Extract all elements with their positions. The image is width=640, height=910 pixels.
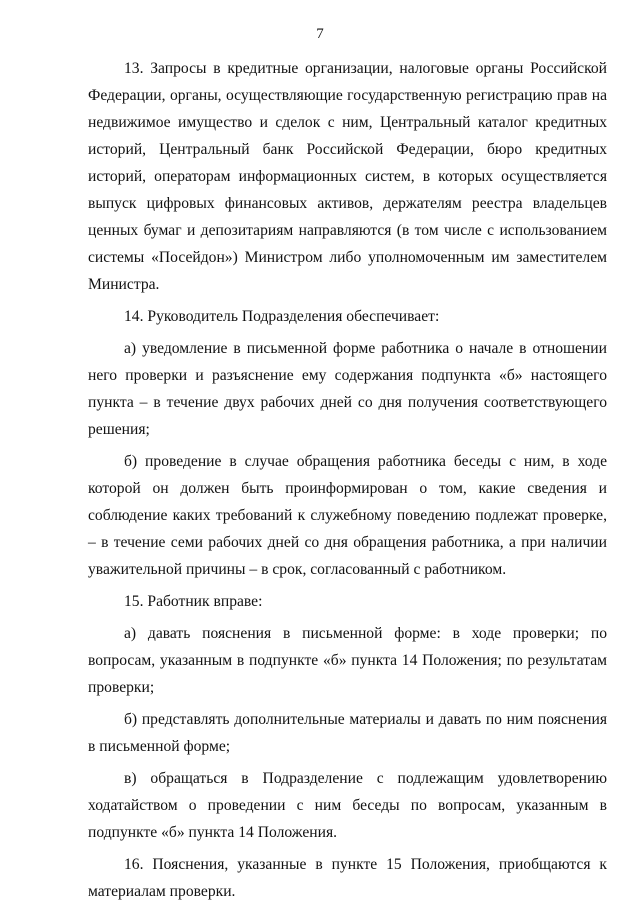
- paragraph-15-subitem-a: а) давать пояснения в письменной форме: в ходе проверки; по вопросам, указанным в подпункте «б» пункта 14 Положения; по результатам проверки;: [88, 625, 607, 696]
- document-body: [88, 55, 607, 910]
- page-number: 7: [316, 26, 324, 42]
- paragraph-13-requests: 13. Запросы в кредитные организации, налоговые органы Российской Федерации, органы, осуществляющие государственную регистрацию прав на недвижимое имущество и сделок с ним, Центральный каталог кредитных историй, Центральный банк Российской Федерации, бюро кредитных историй, операторам информационных систем, в которых осуществляется выпуск цифровых финансовых активов, держателям реестра владельцев ценных бумаг и депозитариям направляются (в том числе с использованием системы «Посейдон») Министром либо уполномоченным им заместителем Министра.: [88, 60, 607, 293]
- paragraph-15-subitem-v: в) обращаться в Подразделение с подлежащим удовлетворению ходатайством о проведении с ним беседы по вопросам, указанным в подпункте «б» пункта 14 Положения.: [88, 770, 607, 841]
- paragraph-15-subitem-b: б) представлять дополнительные материалы и давать по ним пояснения в письменной форме;: [88, 711, 607, 755]
- paragraph-16: 16. Пояснения, указанные в пункте 15 Положения, приобщаются к материалам проверки.: [88, 856, 607, 900]
- paragraph-14-subitem-b: б) проведение в случае обращения работника беседы с ним, в ходе которой он должен быть проинформирован о том, какие сведения и соблюдение каких требований к служебному поведению подлежат проверке, – в течение семи рабочих дней со дня обращения работника, а при наличии уважительной причины – в срок, согласованный с работником.: [88, 453, 607, 578]
- paragraph-15-heading: 15. Работник вправе:: [124, 593, 263, 610]
- paragraph-14-subitem-a: а) уведомление в письменной форме работника о начале в отношении него проверки и разъяснение ему содержания подпункта «б» настоящего пункта – в течение двух рабочих дней со дня получения соответствующего решения;: [88, 340, 607, 438]
- paragraph-14-heading: 14. Руководитель Подразделения обеспечивает:: [124, 308, 440, 325]
